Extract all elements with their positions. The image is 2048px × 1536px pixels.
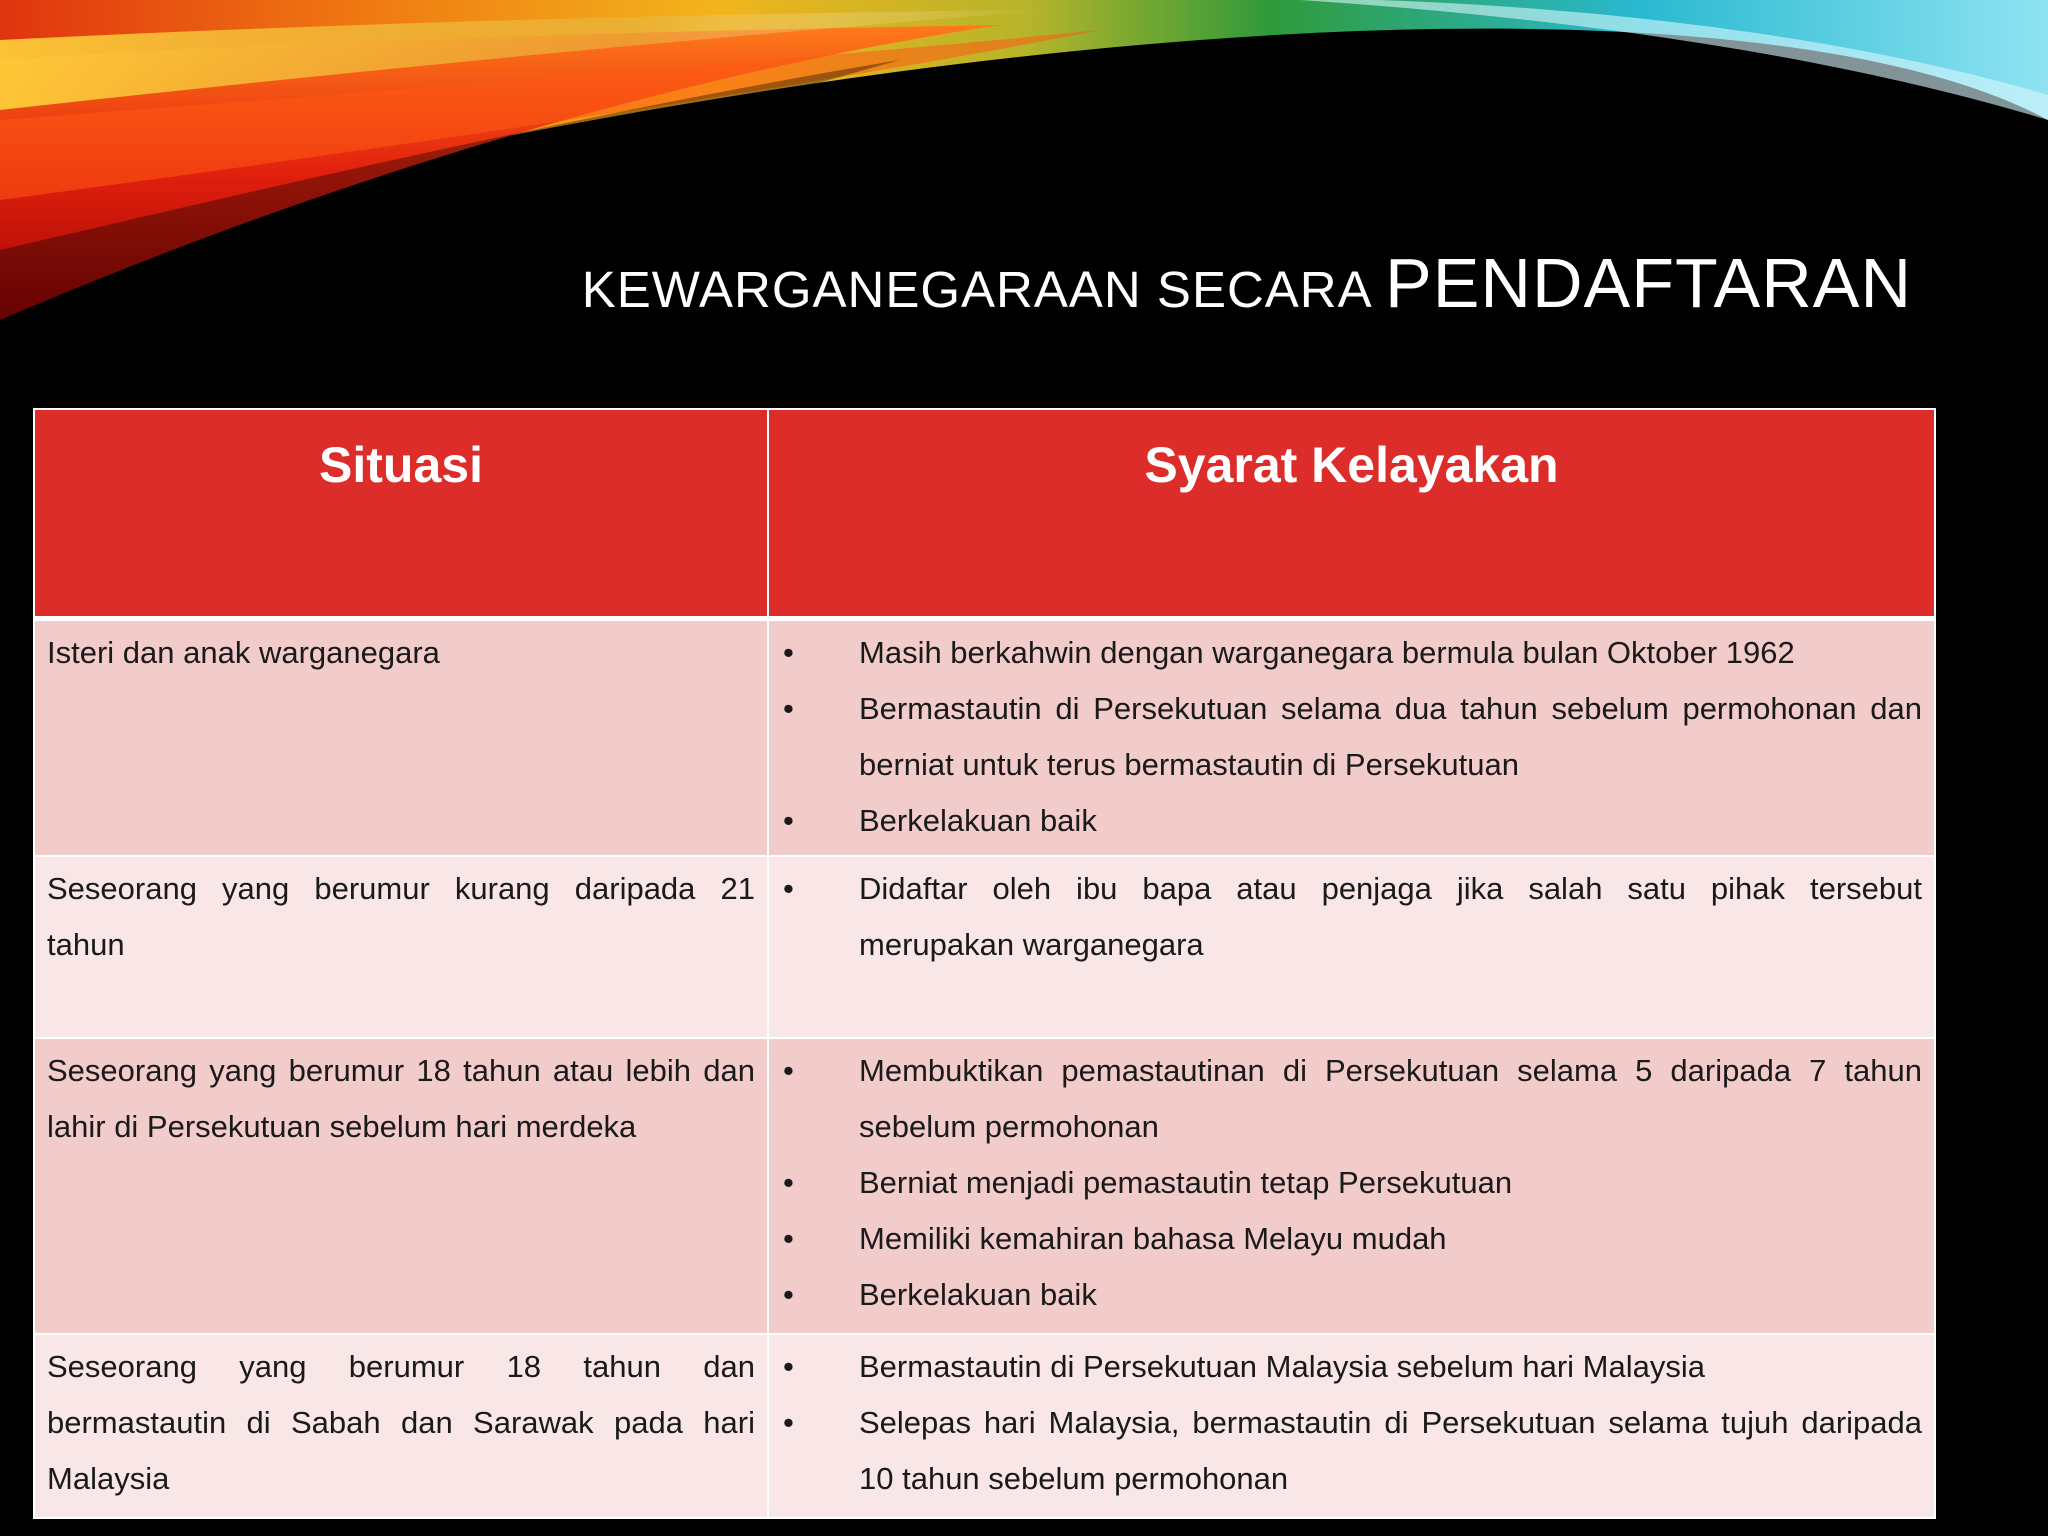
- syarat-cell: [768, 1334, 1935, 1518]
- bullet-icon: •: [783, 1405, 794, 1440]
- list-item: [781, 1339, 1922, 1395]
- list-item: [781, 1211, 1922, 1267]
- requirement-text: Masih berkahwin dengan warganegara bermula bulan Oktober 1962: [859, 635, 1795, 670]
- list-item: [781, 681, 1922, 793]
- requirement-list: [781, 1043, 1922, 1323]
- bullet-icon: •: [783, 691, 794, 726]
- bullet-icon: •: [783, 1277, 794, 1312]
- list-item: [781, 1155, 1922, 1211]
- table-row: [34, 1334, 1935, 1518]
- requirement-text: Berniat menjadi pemastautin tetap Persekutuan: [859, 1165, 1513, 1200]
- list-item: [781, 861, 1922, 973]
- bullet-icon: •: [783, 871, 794, 906]
- header-syarat-kelayakan: Syarat Kelayakan: [768, 409, 1935, 619]
- situasi-cell: Seseorang yang berumur 18 tahun dan bermastautin di Sabah dan Sarawak pada hari Malaysia: [34, 1334, 768, 1518]
- table-header-row: [34, 409, 1935, 619]
- syarat-cell: [768, 619, 1935, 857]
- requirement-list: [781, 625, 1922, 849]
- requirement-text: Membuktikan pemastautinan di Persekutuan selama 5 daripada 7 tahun sebelum permohonan: [859, 1053, 1922, 1144]
- table-row: [34, 1038, 1935, 1334]
- requirement-list: [781, 861, 1922, 973]
- list-item: [781, 1043, 1922, 1155]
- bullet-icon: •: [783, 1349, 794, 1384]
- requirement-text: Memiliki kemahiran bahasa Melayu mudah: [859, 1221, 1447, 1256]
- situasi-cell: Isteri dan anak warganegara: [34, 619, 768, 857]
- bullet-icon: •: [783, 1053, 794, 1088]
- table-row: [34, 619, 1935, 857]
- slide-title: [581, 244, 1912, 322]
- bullet-icon: •: [783, 803, 794, 838]
- requirement-text: Selepas hari Malaysia, bermastautin di Persekutuan selama tujuh daripada 10 tahun sebelum permohonan: [859, 1405, 1922, 1496]
- table-row: [34, 856, 1935, 1038]
- syarat-cell: [768, 856, 1935, 1038]
- requirement-text: Bermastautin di Persekutuan selama dua tahun sebelum permohonan dan berniat untuk terus bermastautin di Persekutuan: [859, 691, 1922, 782]
- requirement-text: Berkelakuan baik: [859, 1277, 1097, 1312]
- header-situasi: Situasi: [34, 409, 768, 619]
- situasi-cell: Seseorang yang berumur kurang daripada 21 tahun: [34, 856, 768, 1038]
- list-item: [781, 1267, 1922, 1323]
- bullet-icon: •: [783, 635, 794, 670]
- requirement-text: Bermastautin di Persekutuan Malaysia sebelum hari Malaysia: [859, 1349, 1706, 1384]
- requirement-list: [781, 1339, 1922, 1507]
- slide-title-emphasis: PENDAFTARAN: [1385, 244, 1912, 322]
- list-item: [781, 625, 1922, 681]
- list-item: [781, 793, 1922, 849]
- requirement-text: Berkelakuan baik: [859, 803, 1097, 838]
- bullet-icon: •: [783, 1221, 794, 1256]
- syarat-cell: [768, 1038, 1935, 1334]
- slide-title-prefix: KEWARGANEGARAAN SECARA: [581, 261, 1386, 318]
- bullet-icon: •: [783, 1165, 794, 1200]
- situasi-cell: Seseorang yang berumur 18 tahun atau lebih dan lahir di Persekutuan sebelum hari merdeka: [34, 1038, 768, 1334]
- list-item: [781, 1395, 1922, 1507]
- eligibility-table: [33, 408, 1936, 1519]
- requirement-text: Didaftar oleh ibu bapa atau penjaga jika salah satu pihak tersebut merupakan warganegara: [859, 871, 1922, 962]
